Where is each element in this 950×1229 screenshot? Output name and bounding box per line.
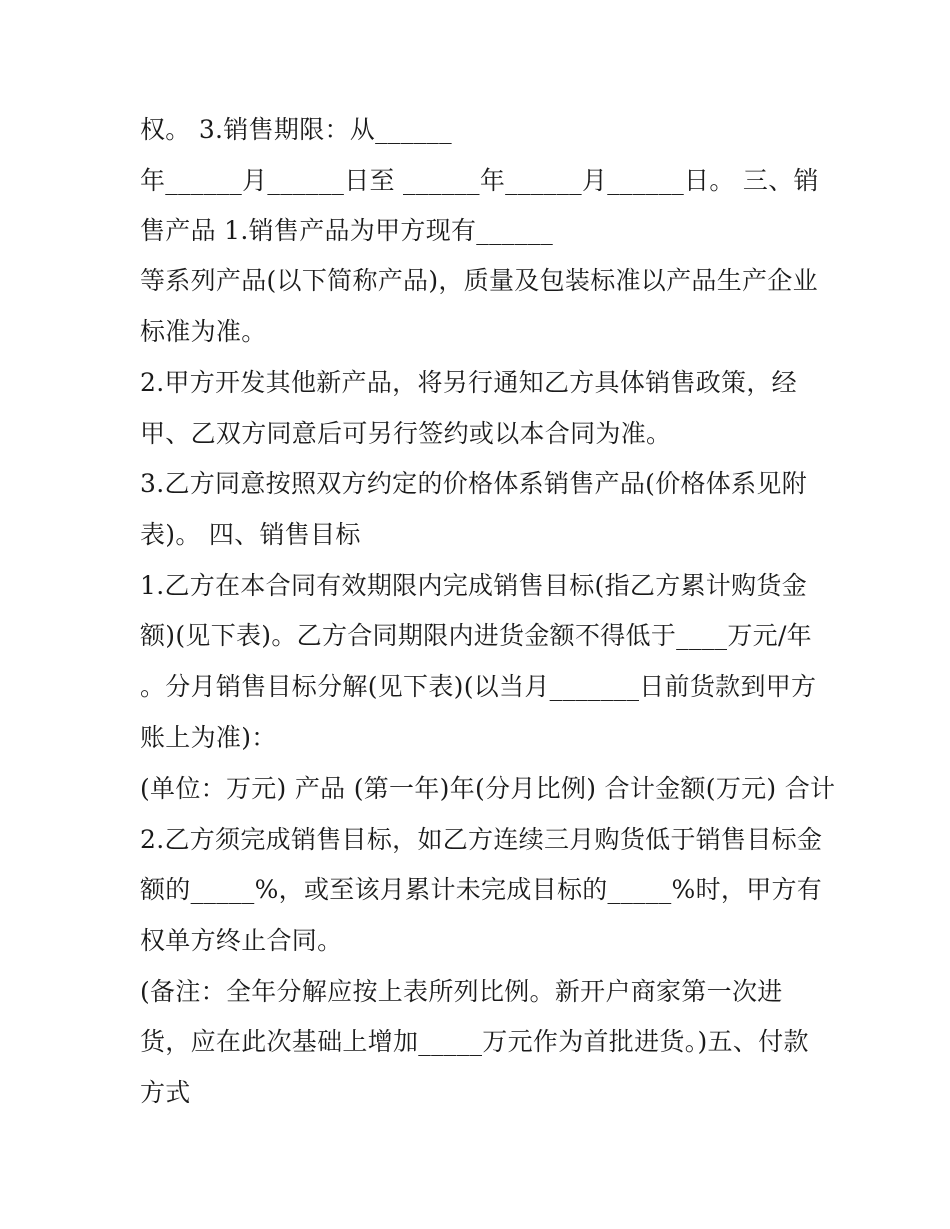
text-line: (单位：万元) 产品 (第一年)年(分月比例) 合计金额(万元) 合计 bbox=[140, 774, 836, 803]
text-line: 权单方终止合同。 bbox=[140, 926, 343, 955]
text-line: 方式 bbox=[140, 1078, 191, 1107]
text-line: 等系列产品(以下简称产品)，质量及包装标准以产品生产企业 bbox=[140, 266, 818, 295]
text-line: 售产品 1.销售产品为甲方现有______ bbox=[140, 216, 554, 245]
text-line: 额)(见下表)。乙方合同期限内进货金额不得低于____万元/年 bbox=[140, 621, 812, 650]
text-line: 1.乙方在本合同有效期限内完成销售目标(指乙方累计购货金 bbox=[140, 571, 808, 600]
text-line: 货，应在此次基础上增加_____万元作为首批进货。)五、付款 bbox=[140, 1027, 809, 1056]
text-line: 年______月______日至 ______年______月______日。 三、销 bbox=[140, 166, 819, 195]
text-line: (备注：全年分解应按上表所列比例。新开户商家第一次进 bbox=[140, 977, 783, 1006]
text-line: 权。 3.销售期限：从______ bbox=[140, 115, 452, 144]
text-line: 标准为准。 bbox=[140, 317, 267, 346]
text-line: 甲、乙双方同意后可另行签约或以本合同为准。 bbox=[140, 419, 672, 448]
text-line: 表)。 四、销售目标 bbox=[140, 520, 361, 549]
text-line: 3.乙方同意按照双方约定的价格体系销售产品(价格体系见附 bbox=[140, 469, 808, 498]
text-line: 额的_____%，或至该月累计未完成目标的_____%时，甲方有 bbox=[140, 875, 823, 904]
text-line: 账上为准)： bbox=[140, 723, 277, 752]
text-line: 2.甲方开发其他新产品，将另行通知乙方具体销售政策，经 bbox=[140, 368, 797, 397]
text-line: 。分月销售目标分解(见下表)(以当月_______日前货款到甲方 bbox=[140, 672, 817, 701]
text-line: 2.乙方须完成销售目标，如乙方连续三月购货低于销售目标金 bbox=[140, 825, 823, 854]
